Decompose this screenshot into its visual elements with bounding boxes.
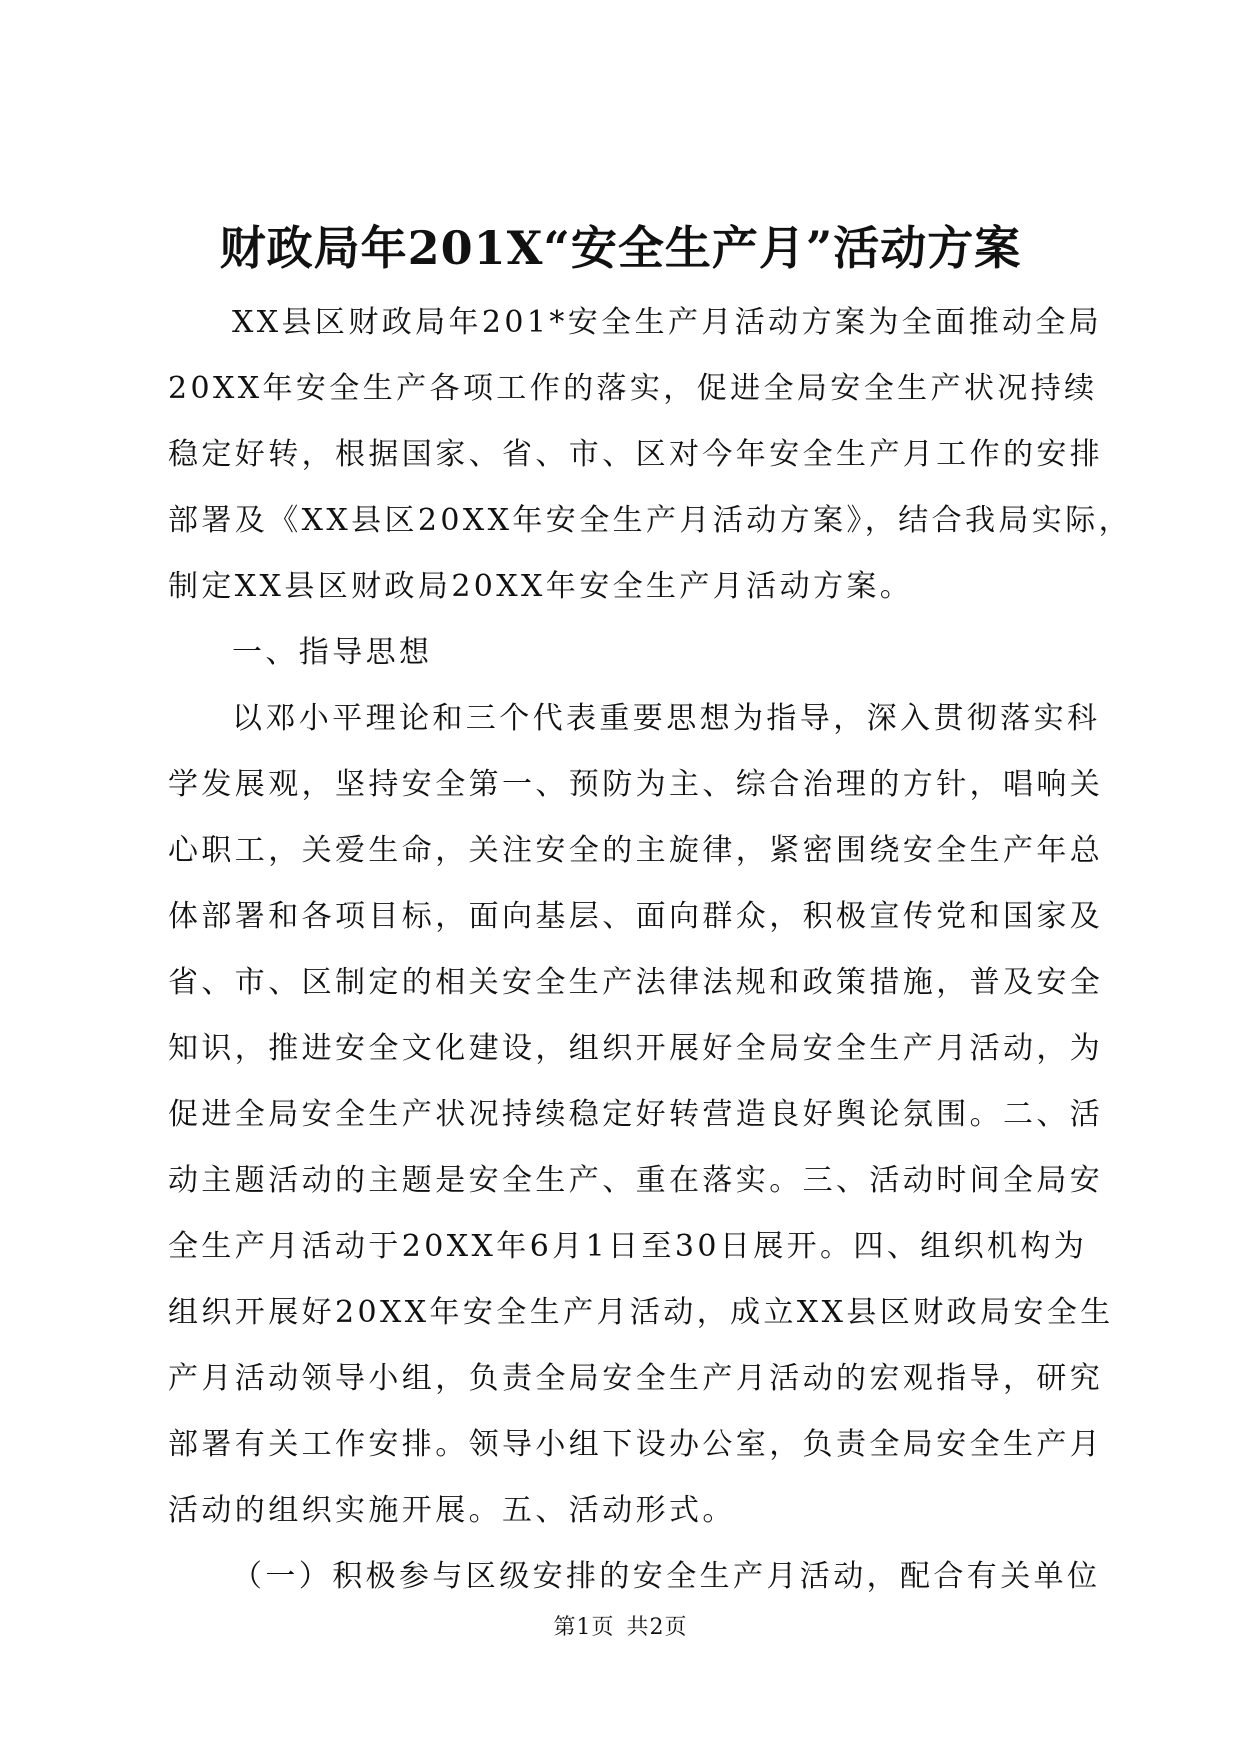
text-line: 一、指导思想 xyxy=(232,635,433,670)
text-line: 部署及《XX县区20XX年安全生产月活动方案》，结合我局实际， xyxy=(168,503,1133,538)
text-line: （一）积极参与区级安排的安全生产月活动，配合有关单位 xyxy=(232,1559,1101,1594)
section-heading-guiding-thought xyxy=(168,620,1088,686)
text-line: 以邓小平理论和三个代表重要思想为指导，深入贯彻落实科 xyxy=(232,701,1101,736)
text-line: 全生产月活动于20XX年6月1日至30日展开。四、组织机构为 xyxy=(168,1229,1088,1264)
text-line: 学发展观，坚持安全第一、预防为主、综合治理的方针，唱响关 xyxy=(168,767,1104,802)
text-line: 20XX年安全生产各项工作的落实，促进全局安全生产状况持续 xyxy=(168,371,1098,406)
text-line: 知识，推进安全文化建设，组织开展好全局安全生产月活动，为 xyxy=(168,1031,1104,1066)
document-body xyxy=(168,290,1133,1610)
text-line: 组织开展好20XX年安全生产月活动，成立XX县区财政局安全生 xyxy=(168,1295,1114,1330)
text-line: 促进全局安全生产状况持续稳定好转营造良好舆论氛围。二、活 xyxy=(168,1097,1104,1132)
text-line: 动主题活动的主题是安全生产、重在落实。三、活动时间全局安 xyxy=(168,1163,1104,1198)
text-line: 制定XX县区财政局20XX年安全生产月活动方案。 xyxy=(168,569,914,604)
text-line: 产月活动领导小组，负责全局安全生产月活动的宏观指导，研究 xyxy=(168,1361,1104,1396)
page-number: 第1页 xyxy=(553,1615,615,1640)
text-line: 心职工，关爱生命，关注安全的主旋律，紧密围绕安全生产年总 xyxy=(168,833,1104,868)
text-line: 稳定好转，根据国家、省、市、区对今年安全生产月工作的安排 xyxy=(168,437,1104,472)
paragraph-activity-forms xyxy=(168,1544,1101,1610)
page-total: 共2页 xyxy=(626,1615,688,1640)
paragraph-intro xyxy=(168,290,1133,620)
text-line: 活动的组织实施开展。五、活动形式。 xyxy=(168,1493,736,1528)
text-line: 部署有关工作安排。领导小组下设办公室，负责全局安全生产月 xyxy=(168,1427,1104,1462)
text-line: 体部署和各项目标，面向基层、面向群众，积极宣传党和国家及 xyxy=(168,899,1104,934)
text-line: XX县区财政局年201*安全生产月活动方案为全面推动全局 xyxy=(232,305,1103,340)
text-line: 省、市、区制定的相关安全生产法律法规和政策措施，普及安全 xyxy=(168,965,1104,1000)
paragraph-main xyxy=(168,686,1114,1544)
document-title: 财政局年201X“安全生产月”活动方案 xyxy=(219,221,1022,275)
page-footer xyxy=(0,1610,1241,1641)
